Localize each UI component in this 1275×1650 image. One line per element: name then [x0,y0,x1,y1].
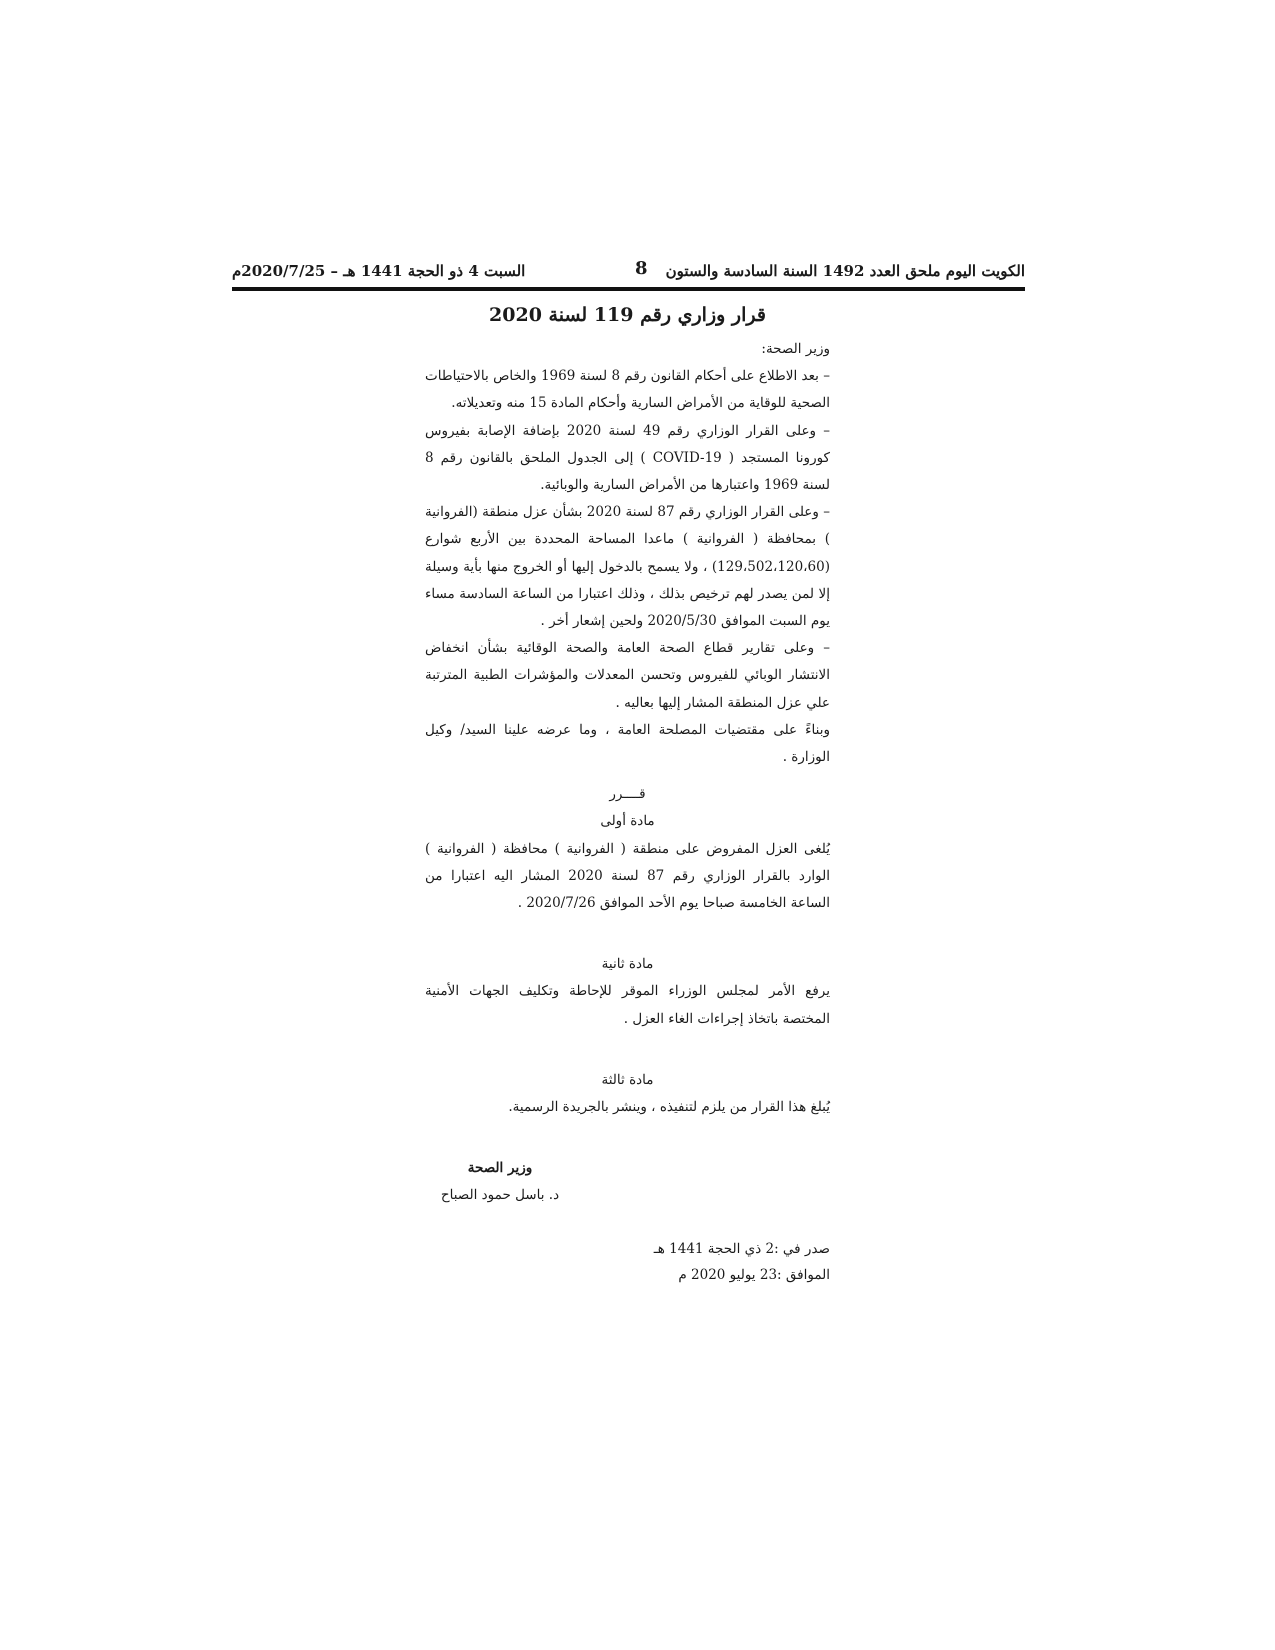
header-divider [232,287,1025,291]
article-1-heading: مادة أولى [600,813,655,830]
gazette-issue-info: الكويت اليوم ملحق العدد 1492 السنة السادسة والستون [665,262,1025,280]
article-1-text: يُلغى العزل المفروض على منطقة ( الفروانية ) محافظة ( الفروانية ) الوارد بالقرار الوزاري رقم 87 لسنة 2020 المشار اليه اعتبارا من الساعة الخامسة صباحا يوم الأحد الموافق 2020/7/26 . [425,840,831,912]
issue-date-hijri: صدر في :2 ذي الحجة 1441 هـ [653,1240,830,1257]
preamble-clause-4: – وعلى تقارير قطاع الصحة العامة والصحة الوقائية بشأن انخفاض الانتشار الوبائي للفيروس وتحسن المعدلات والمؤشرات الطبية المترتبة علي عزل المنطقة المشار إليها بعاليه . [425,640,830,711]
preamble-clause-5: وبناءً على مقتضيات المصلحة العامة ، وما عرضه علينا السيد/ وكيل الوزارة . [425,721,830,766]
article-3-heading: مادة ثالثة [601,1071,654,1088]
article-2-text: يرفع الأمر لمجلس الوزراء الموقر للإحاطة وتكليف الجهات الأمنية المختصة باتخاذ إجراءات الغاء العزل . [425,983,830,1027]
page-header [232,258,1025,288]
article-2-heading: مادة ثانية [601,956,654,973]
preamble-clause-2: – وعلى القرار الوزاري رقم 49 لسنة 2020 بإضافة الإصابة بفيروس كورونا المستجد ( COVID-19 ) إلى الجدول الملحق بالقانون رقم 8 لسنة 1969 واعتبارها من الأمراض السارية والوبائية. [425,422,830,494]
page-number: 8 [635,258,648,279]
decree-issuer: وزير الصحة: [761,341,830,357]
signature-name: د. باسل حمود الصباح [440,1187,560,1204]
article-3-text: يُبلغ هذا القرار من يلزم لتنفيذه ، وينشر بالجريدة الرسمية. [508,1099,830,1116]
signature-title: وزير الصحة [467,1160,533,1177]
decree-body [425,300,830,1288]
decree-title: قرار وزاري رقم 119 لسنة 2020 [489,304,766,326]
decided-label: قــــرر [609,786,646,803]
header-date: السبت 4 ذو الحجة 1441 هـ – 2020/7/25م [232,262,526,280]
signature-block [425,1155,575,1209]
issue-date-gregorian: الموافق :23 يوليو 2020 م [678,1266,830,1283]
preamble-clause-1: – بعد الاطلاع على أحكام القانون رقم 8 لسنة 1969 والخاص بالاحتياطات الصحية للوقاية من الأمراض السارية وأحكام المادة 15 منه وتعديلاته. [425,368,830,412]
issue-date-block [425,1236,830,1288]
preamble-clause-3: – وعلى القرار الوزاري رقم 87 لسنة 2020 بشأن عزل منطقة (الفروانية ) بمحافظة ( الفروانية ) ماعدا المساحة المحددة بين الأربع شوارع (129،502،120،60) ، ولا يسمح بالدخول إليها أو الخروج منها بأية وسيلة إلا لمن يصدر لهم ترخيص بذلك ، وذلك اعتبارا من الساعة السادسة مساء يوم السبت الموافق 2020/5/30 ولحين إشعار أخر . [425,504,830,630]
